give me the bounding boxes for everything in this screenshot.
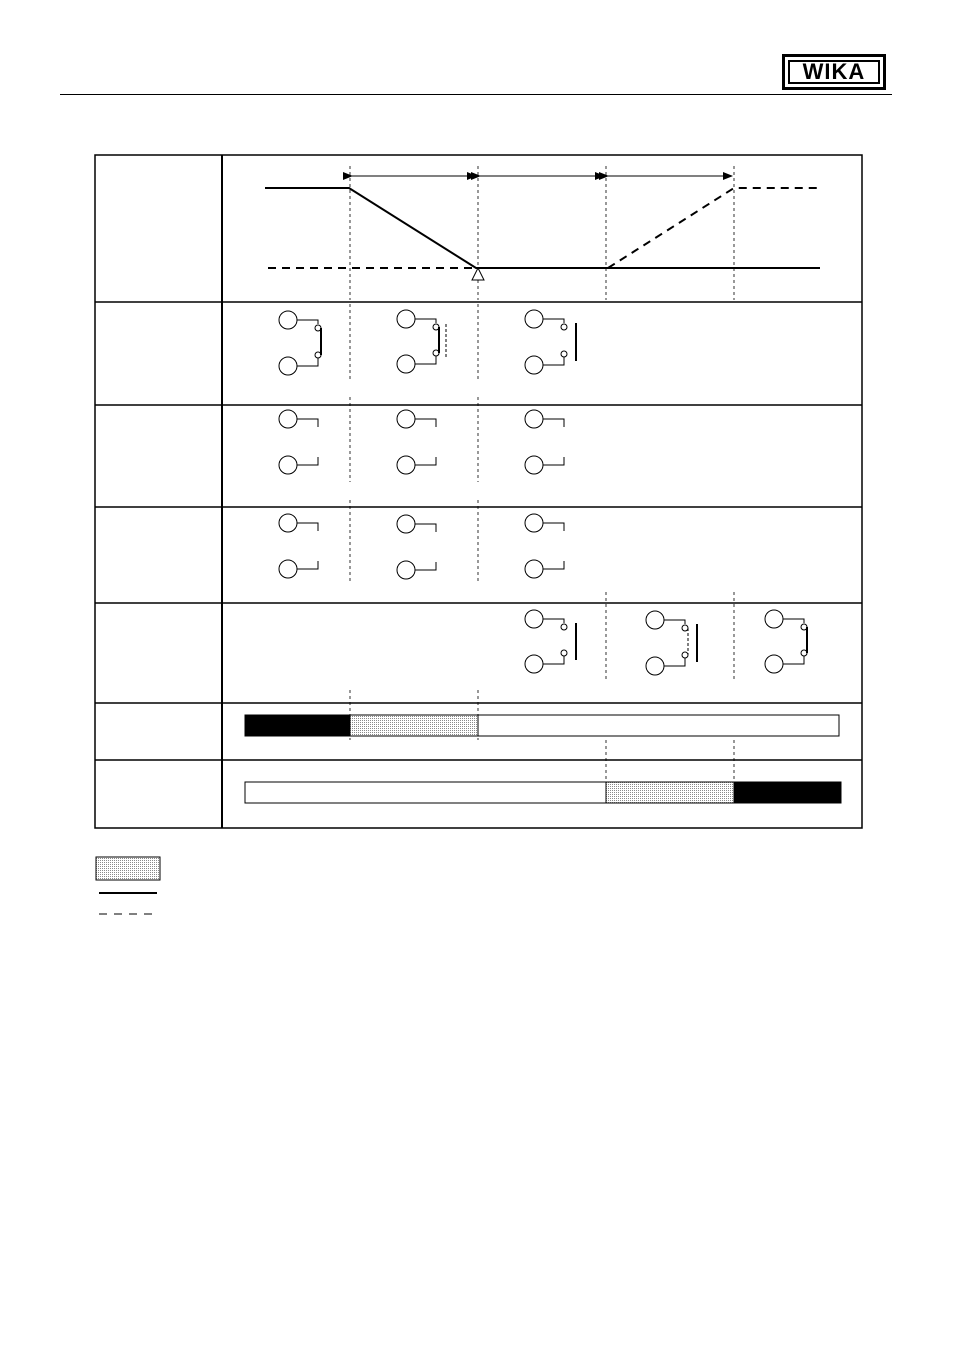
legend-dotted-swatch (96, 857, 160, 880)
contact-symbols (279, 310, 807, 675)
bar-1-segment-white (478, 715, 839, 736)
phase-dividers (350, 166, 734, 805)
contact-circle (525, 655, 543, 673)
legend (96, 857, 160, 914)
contact-lead (415, 419, 436, 427)
contact-circle (525, 560, 543, 578)
contact-circle (279, 560, 297, 578)
status-bar-1 (245, 715, 839, 736)
contact-lead (783, 656, 804, 664)
dashed-waveform (268, 188, 818, 268)
contact-lead (543, 656, 564, 664)
contact-circle (397, 410, 415, 428)
bar-2-segment-dotted (606, 782, 734, 803)
contact-lead (415, 319, 436, 323)
contact-circle (525, 456, 543, 474)
contact-lead (297, 358, 318, 366)
contact-lead (543, 457, 564, 465)
contact-circle (397, 515, 415, 533)
contact-circle (279, 311, 297, 329)
contact-circle (646, 657, 664, 675)
contact-lead (297, 320, 318, 324)
contact-terminal (561, 624, 567, 630)
contact-circle (765, 655, 783, 673)
bar-1-segment-dotted (350, 715, 478, 736)
contact-lead (297, 419, 318, 427)
bar-2-segment-dark (734, 782, 841, 803)
contact-lead (415, 457, 436, 465)
contact-terminal (561, 324, 567, 330)
contact-lead (297, 561, 318, 569)
contact-lead (415, 356, 436, 364)
contact-circle (765, 610, 783, 628)
contact-circle (397, 310, 415, 328)
contact-circle (525, 410, 543, 428)
wika-logo-text: WIKA (788, 60, 880, 84)
contact-lead (543, 561, 564, 569)
contact-circle (397, 456, 415, 474)
contact-circle (279, 357, 297, 375)
contact-lead (543, 357, 564, 365)
bar-1-segment-dark (245, 715, 350, 736)
contact-circle (397, 355, 415, 373)
contact-lead (415, 562, 436, 570)
contact-terminal (561, 351, 567, 357)
bar-2-segment-white (245, 782, 606, 803)
status-bar-2 (245, 782, 841, 803)
contact-circle (646, 611, 664, 629)
contact-circle (525, 356, 543, 374)
contact-circle (279, 514, 297, 532)
contact-terminal (682, 652, 688, 658)
contact-lead (543, 319, 564, 323)
contact-lead (543, 419, 564, 427)
contact-lead (664, 658, 685, 666)
solid-waveform (265, 188, 820, 268)
triangle-marker (472, 268, 484, 280)
contact-lead (543, 619, 564, 623)
contact-lead (543, 523, 564, 531)
contact-circle (525, 310, 543, 328)
contact-circle (397, 561, 415, 579)
contact-terminal (682, 625, 688, 631)
contact-lead (297, 457, 318, 465)
contact-lead (783, 619, 804, 623)
contact-terminal (561, 650, 567, 656)
contact-circle (525, 514, 543, 532)
contact-circle (279, 456, 297, 474)
contact-circle (279, 410, 297, 428)
contact-lead (415, 524, 436, 532)
contact-lead (664, 620, 685, 624)
contact-lead (297, 523, 318, 531)
contact-circle (525, 610, 543, 628)
